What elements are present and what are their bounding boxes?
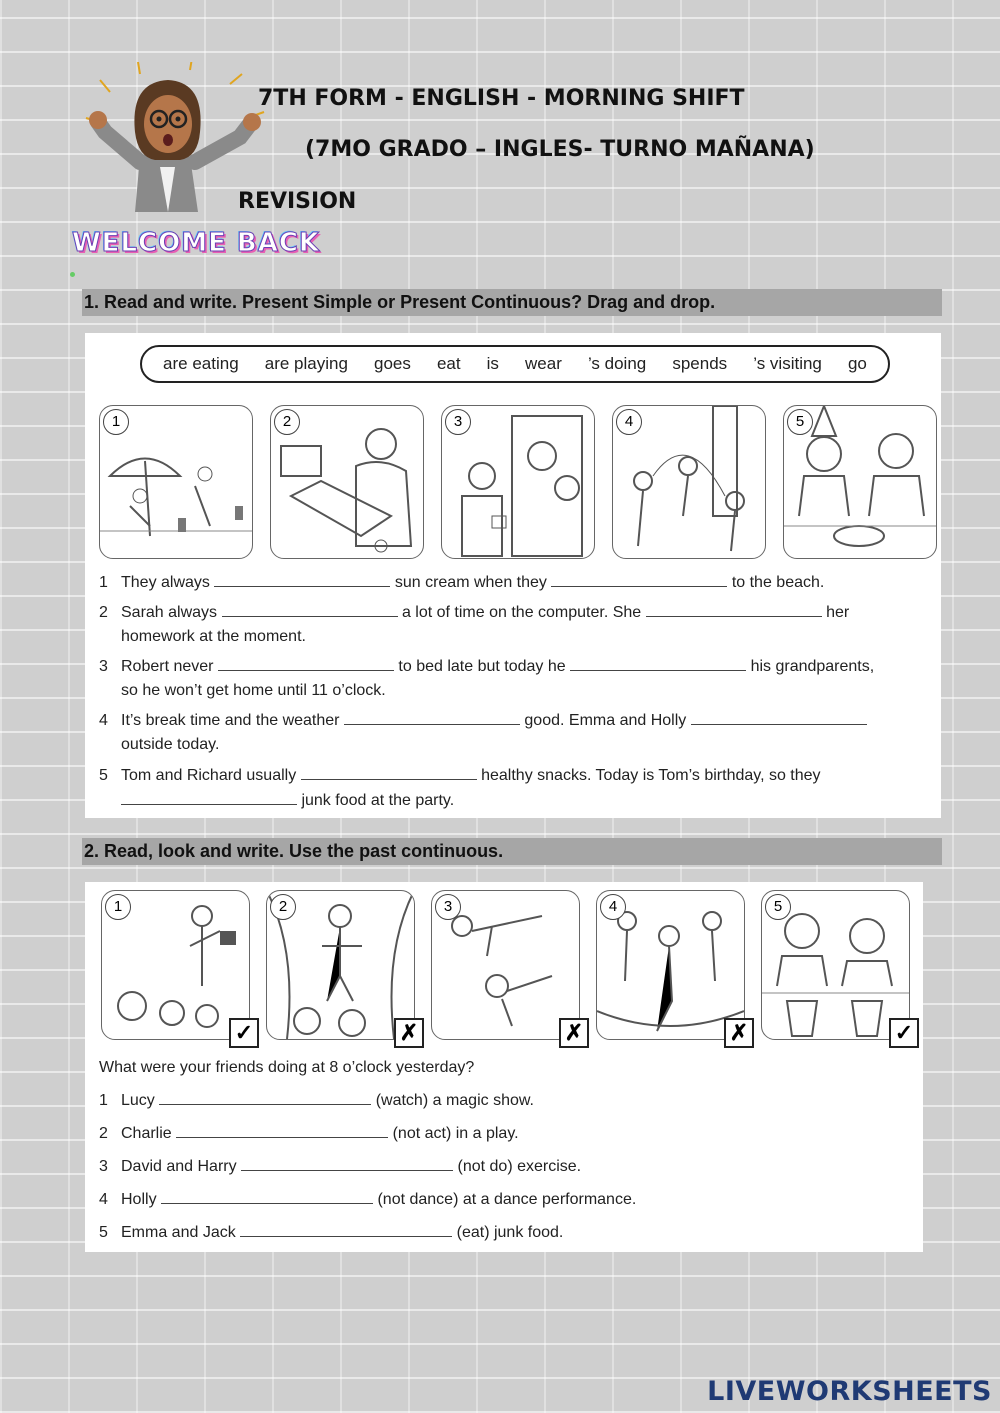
word-option[interactable]: wear	[525, 354, 562, 373]
picture-playground	[612, 405, 766, 559]
section1-title: 1. Read and write. Present Simple or Present Continuous? Drag and drop.	[82, 289, 942, 316]
picture-number: 4	[600, 894, 626, 920]
item-number: 4	[99, 712, 108, 729]
picture-number: 1	[105, 894, 131, 920]
header-revision: REVISION	[238, 189, 357, 214]
sentence-5-cont: junk food at the party.	[121, 789, 454, 813]
check-mark: ✓	[229, 1018, 259, 1048]
header-title: 7TH FORM - ENGLISH - MORNING SHIFT	[258, 86, 745, 111]
item-number: 1	[99, 574, 108, 591]
decorative-dot	[70, 272, 75, 277]
item-number: 3	[99, 1158, 108, 1175]
item-number: 4	[99, 1191, 108, 1208]
word-option[interactable]: eat	[436, 354, 461, 373]
picture-number: 5	[765, 894, 791, 920]
sentence-1: 1 Lucy (watch) a magic show.	[99, 1089, 534, 1113]
word-bank	[140, 345, 890, 383]
sentence-4: 4 Holly (not dance) at a dance performance.	[99, 1188, 636, 1212]
cross-mark: ✗	[559, 1018, 589, 1048]
sentence-1: 1 They always sun cream when they to the beach.	[99, 571, 824, 595]
word-option[interactable]: is	[486, 354, 499, 373]
picture-number: 3	[435, 894, 461, 920]
welcome-back-banner: WELCOME BACK	[72, 228, 321, 258]
item-number: 5	[99, 1224, 108, 1241]
picture-number: 5	[787, 409, 813, 435]
answer-blank[interactable]	[691, 710, 867, 725]
answer-blank[interactable]	[176, 1123, 388, 1138]
answer-blank[interactable]	[121, 790, 297, 805]
section2-panel	[85, 882, 923, 1252]
word-option[interactable]: spends	[672, 354, 728, 373]
sentence-4: 4 It’s break time and the weather good. Emma and Holly	[99, 709, 867, 733]
answer-blank[interactable]	[159, 1090, 371, 1105]
word-option[interactable]: are eating	[163, 354, 239, 373]
answer-blank[interactable]	[301, 765, 477, 780]
word-option[interactable]: ’s visiting	[753, 354, 822, 373]
header-subtitle: (7MO GRADO – INGLES- TURNO MAÑANA)	[305, 137, 815, 162]
picture-grandparents	[441, 405, 595, 559]
sentence-3-cont: so he won’t get home until 11 o’clock.	[121, 682, 386, 699]
picture-beach	[99, 405, 253, 559]
picture-play	[266, 890, 415, 1040]
word-option[interactable]: go	[847, 354, 867, 373]
cross-mark: ✗	[724, 1018, 754, 1048]
picture-number: 2	[274, 409, 300, 435]
sentence-2-cont: homework at the moment.	[121, 628, 306, 645]
picture-junk-food	[761, 890, 910, 1040]
item-number: 5	[99, 767, 108, 784]
word-option[interactable]: ’s doing	[587, 354, 647, 373]
picture-number: 3	[445, 409, 471, 435]
sentence-3: 3 David and Harry (not do) exercise.	[99, 1155, 581, 1179]
answer-blank[interactable]	[570, 656, 746, 671]
answer-blank[interactable]	[551, 572, 727, 587]
picture-number: 2	[270, 894, 296, 920]
check-mark: ✓	[889, 1018, 919, 1048]
answer-blank[interactable]	[222, 602, 398, 617]
answer-blank[interactable]	[646, 602, 822, 617]
picture-number: 1	[103, 409, 129, 435]
item-number: 3	[99, 658, 108, 675]
cross-mark: ✗	[394, 1018, 424, 1048]
sentence-2: 2 Charlie (not act) in a play.	[99, 1122, 519, 1146]
item-number: 2	[99, 1125, 108, 1142]
answer-blank[interactable]	[344, 710, 520, 725]
picture-party	[783, 405, 937, 559]
answer-blank[interactable]	[214, 572, 390, 587]
sentence-4-cont: outside today.	[121, 736, 220, 753]
sentence-5: 5 Tom and Richard usually healthy snacks. Today is Tom’s birthday, so they	[99, 764, 821, 788]
picture-dance	[596, 890, 745, 1040]
answer-blank[interactable]	[241, 1156, 453, 1171]
sentence-3: 3 Robert never to bed late but today he his grandparents,	[99, 655, 874, 679]
answer-blank[interactable]	[161, 1189, 373, 1204]
question-prompt: What were your friends doing at 8 o’clock yesterday?	[99, 1059, 475, 1076]
answer-blank[interactable]	[240, 1222, 452, 1237]
sentence-5: 5 Emma and Jack (eat) junk food.	[99, 1221, 563, 1245]
sentence-2: 2 Sarah always a lot of time on the computer. She her	[99, 601, 849, 625]
word-option[interactable]: are playing	[264, 354, 348, 373]
section2-title: 2. Read, look and write. Use the past continuous.	[82, 838, 942, 865]
item-number: 1	[99, 1092, 108, 1109]
picture-number: 4	[616, 409, 642, 435]
liveworksheets-logo: LIVEWORKSHEETS	[707, 1376, 992, 1407]
picture-exercise	[431, 890, 580, 1040]
picture-computer	[270, 405, 424, 559]
picture-magic-show	[101, 890, 250, 1040]
word-option[interactable]: goes	[373, 354, 411, 373]
section1-panel	[85, 333, 941, 818]
item-number: 2	[99, 604, 108, 621]
answer-blank[interactable]	[218, 656, 394, 671]
